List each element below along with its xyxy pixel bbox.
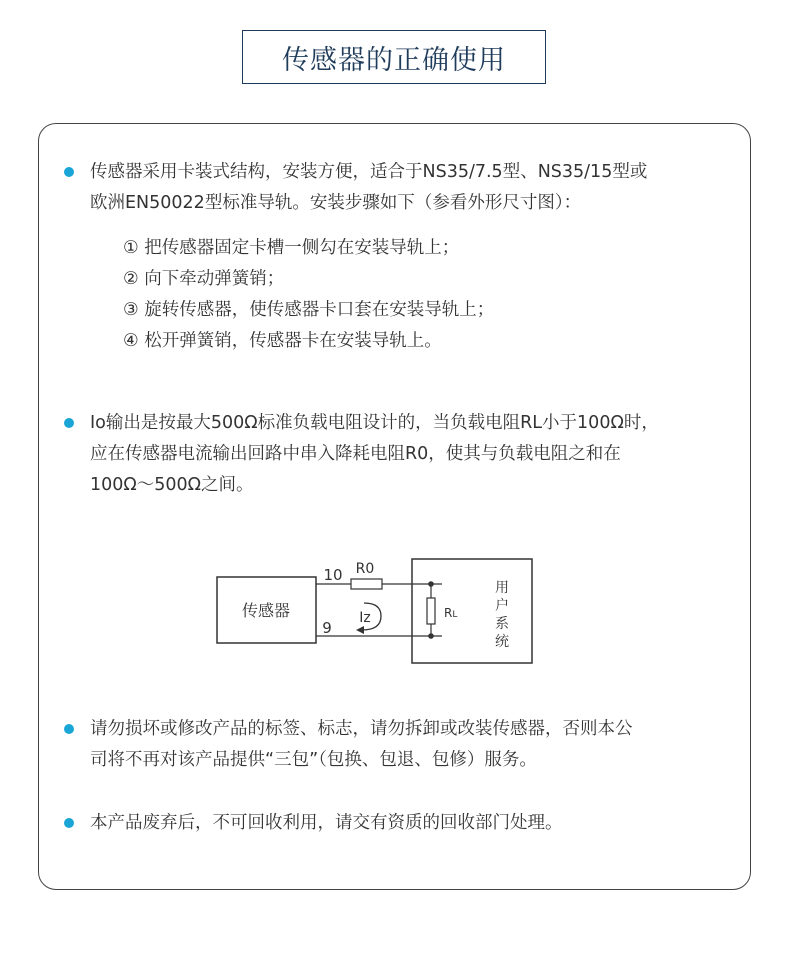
node-dot — [428, 633, 434, 639]
section3-text — [90, 714, 730, 776]
step-item: ④ 松开弹簧销，传感器卡在安装导轨上。 — [123, 331, 442, 351]
section1-line: 传感器采用卡装式结构，安装方便，适合于NS35/7.5型、NS35/15型或 — [90, 162, 648, 182]
bullet-icon — [64, 167, 74, 177]
section2-line: Io输出是按最大500Ω标准负载电阻设计的，当负载电阻RL小于100Ω时， — [90, 413, 659, 433]
sensor-label: 传感器 — [241, 601, 291, 620]
section2-line: 应在传感器电流输出回路中串入降耗电阻R0，使其与负载电阻之和在 — [90, 444, 621, 464]
section1-text — [90, 157, 730, 219]
user-system-char: 户 — [495, 598, 509, 614]
r0-label: R0 — [355, 561, 375, 577]
install-steps — [123, 233, 494, 357]
pin-bottom-label: 9 — [322, 619, 332, 637]
r0-resistor — [351, 579, 382, 589]
current-label: Iz — [359, 610, 371, 626]
section3-line: 司将不再对该产品提供“三包”（包换、包退、包修）服务。 — [90, 750, 537, 770]
step-item: ③ 旋转传感器，使传感器卡口套在安装导轨上； — [123, 300, 495, 320]
step-item: ② 向下牵动弹簧销； — [123, 269, 285, 289]
circuit-diagram — [214, 554, 544, 668]
bullet-icon — [64, 418, 74, 428]
step-item: ① 把传感器固定卡槽一侧勾在安装导轨上； — [123, 238, 460, 258]
current-arrow-icon — [356, 626, 364, 634]
bullet-icon — [64, 724, 74, 734]
rl-label: RL — [444, 606, 458, 620]
user-system-char: 用 — [495, 580, 509, 596]
user-system-char: 统 — [495, 634, 509, 650]
section2-text — [90, 408, 730, 501]
bullet-icon — [64, 818, 74, 828]
section4-text — [90, 808, 730, 839]
section2-line: 100Ω～500Ω之间。 — [90, 475, 254, 495]
page-title: 传感器的正确使用 — [242, 30, 546, 84]
section4-line: 本产品废弃后，不可回收利用，请交有资质的回收部门处理。 — [90, 813, 563, 833]
section3-line: 请勿损坏或修改产品的标签、标志，请勿拆卸或改装传感器，否则本公 — [90, 719, 633, 739]
user-system-char: 系 — [495, 616, 509, 632]
node-dot — [428, 581, 434, 587]
section1-line: 欧洲EN50022型标准导轨。安装步骤如下（参看外形尺寸图）： — [90, 193, 582, 213]
rl-resistor — [427, 598, 435, 624]
pin-top-label: 10 — [323, 566, 343, 584]
